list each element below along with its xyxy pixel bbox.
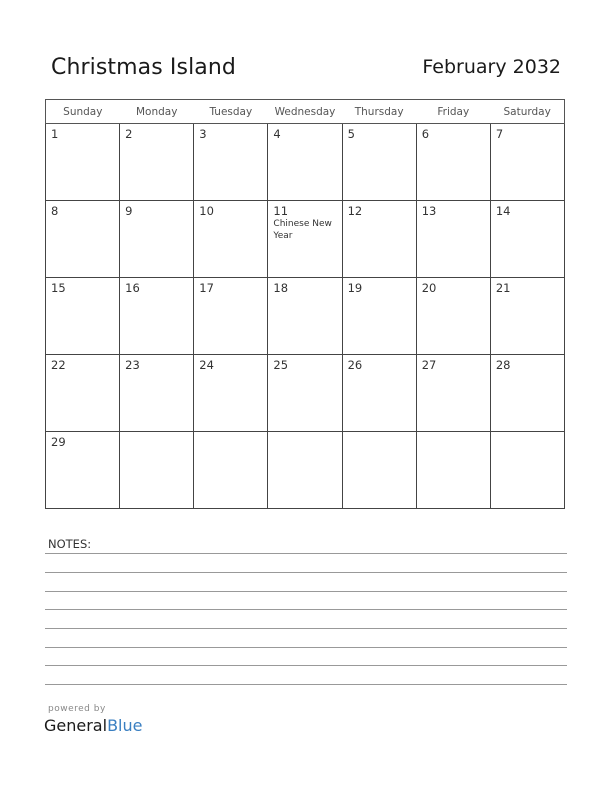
day-number: 26: [347, 358, 363, 372]
day-number: 11: [273, 204, 289, 218]
weekday-sunday: Sunday: [46, 100, 120, 124]
day-cell: [342, 201, 416, 278]
day-cell: [120, 278, 194, 355]
note-line: [45, 628, 567, 629]
day-cell: [194, 355, 268, 432]
week-row: [46, 432, 565, 509]
day-cell: [490, 355, 564, 432]
day-number: 22: [51, 358, 66, 372]
day-cell: [342, 355, 416, 432]
day-cell: [490, 278, 564, 355]
day-cell: [416, 124, 490, 201]
day-cell: [342, 432, 416, 509]
calendar-grid: [45, 99, 565, 509]
generalblue-logo: [44, 716, 142, 735]
day-cell: [120, 432, 194, 509]
week-row: [46, 201, 565, 278]
day-number: 24: [199, 358, 214, 372]
day-cell: [416, 355, 490, 432]
note-line: [45, 572, 567, 573]
day-cell: [490, 432, 564, 509]
day-cell: [416, 278, 490, 355]
note-line: [45, 647, 567, 648]
day-number: 18: [273, 281, 289, 295]
day-cell: [416, 201, 490, 278]
day-cell: [342, 278, 416, 355]
holiday-label: Chinese New Year: [273, 219, 332, 241]
day-cell: [194, 124, 268, 201]
day-cell: [194, 278, 268, 355]
day-cell: [268, 355, 342, 432]
day-number: 2: [125, 127, 133, 141]
day-cell: [46, 278, 120, 355]
day-cell: [120, 201, 194, 278]
week-row: [46, 278, 565, 355]
day-number: 10: [199, 204, 214, 218]
day-cell: [268, 278, 342, 355]
day-number: 15: [51, 281, 66, 295]
note-line: [45, 684, 567, 685]
day-number: 28: [495, 358, 511, 372]
day-number: 29: [51, 435, 66, 449]
day-number: 19: [347, 281, 363, 295]
brand-blue-text: Blue: [107, 716, 143, 735]
day-number: 9: [125, 204, 133, 218]
day-cell: [194, 201, 268, 278]
calendar-month: February 2032: [422, 56, 561, 78]
day-cell: [46, 124, 120, 201]
note-line: [45, 665, 567, 666]
day-number: 25: [273, 358, 289, 372]
day-number: 17: [199, 281, 214, 295]
brand-general-text: General: [44, 716, 108, 735]
day-cell: [120, 124, 194, 201]
day-cell: [268, 201, 342, 278]
note-line: [45, 553, 567, 554]
weekday-monday: Monday: [120, 100, 194, 124]
day-number: 8: [51, 204, 59, 218]
day-number: 23: [125, 358, 140, 372]
day-number: 27: [421, 358, 437, 372]
weekday-friday: Friday: [416, 100, 490, 124]
day-cell: [490, 124, 564, 201]
day-number: 20: [421, 281, 437, 295]
weekday-saturday: Saturday: [490, 100, 564, 124]
weekday-thursday: Thursday: [342, 100, 416, 124]
note-line: [45, 591, 567, 592]
day-cell: [46, 201, 120, 278]
day-cell: [268, 432, 342, 509]
note-line: [45, 609, 567, 610]
day-cell: [46, 355, 120, 432]
week-row: [46, 355, 565, 432]
day-number: 14: [495, 204, 511, 218]
day-number: 4: [273, 127, 281, 141]
day-number: 3: [199, 127, 207, 141]
day-cell: [194, 432, 268, 509]
weekday-header-row: [46, 100, 565, 124]
day-cell: [46, 432, 120, 509]
day-number: 13: [421, 204, 437, 218]
powered-by-label: powered by: [48, 704, 106, 714]
day-cell: [120, 355, 194, 432]
day-number: 5: [347, 127, 355, 141]
day-number: 21: [495, 281, 511, 295]
day-number: 6: [421, 127, 430, 141]
day-number: 1: [51, 127, 59, 141]
day-cell: [490, 201, 564, 278]
notes-label: NOTES:: [48, 537, 92, 551]
day-number: 7: [495, 127, 504, 141]
day-cell: [268, 124, 342, 201]
weekday-wednesday: Wednesday: [268, 100, 342, 124]
week-row: [46, 124, 565, 201]
day-number: 12: [347, 204, 363, 218]
calendar-title: Christmas Island: [51, 55, 236, 80]
weekday-tuesday: Tuesday: [194, 100, 268, 124]
day-number: 16: [125, 281, 140, 295]
day-cell: [342, 124, 416, 201]
day-cell: [416, 432, 490, 509]
